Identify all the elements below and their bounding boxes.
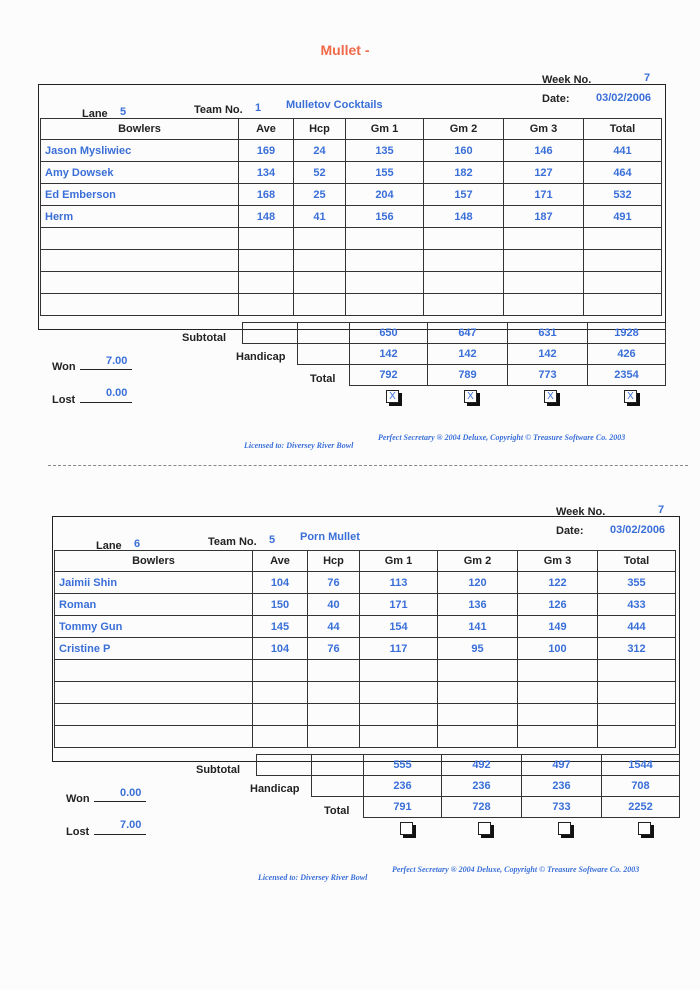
empty-cell — [239, 250, 294, 272]
column-header: Gm 3 — [504, 119, 584, 140]
handicap-gm3: 236 — [522, 776, 602, 797]
bowler-ave: 150 — [253, 594, 308, 616]
bowler-ave: 169 — [239, 140, 294, 162]
empty-cell — [346, 228, 424, 250]
empty-cell — [55, 660, 253, 682]
bowlers-table — [40, 118, 662, 316]
column-header: Total — [598, 551, 676, 572]
spacer-cell — [298, 323, 350, 344]
table-row — [41, 206, 662, 228]
empty-cell — [308, 726, 360, 748]
spacer-cell — [257, 797, 312, 818]
bowlers-table — [54, 550, 676, 748]
bowler-hcp: 44 — [308, 616, 360, 638]
table-row — [55, 594, 676, 616]
empty-cell — [584, 250, 662, 272]
total-gm3: 773 — [508, 365, 588, 386]
date-label: Date: — [556, 525, 584, 537]
empty-cell — [438, 726, 518, 748]
bowler-hcp: 41 — [294, 206, 346, 228]
total-row — [257, 797, 680, 818]
table-row — [41, 294, 662, 316]
empty-cell — [55, 704, 253, 726]
empty-cell — [598, 682, 676, 704]
game-win-checkbox[interactable]: X — [544, 390, 557, 403]
bowler-ave: 104 — [253, 572, 308, 594]
lost-value: 0.00 — [106, 387, 128, 399]
total-gm1: 791 — [364, 797, 442, 818]
subtotal-label: Subtotal — [182, 332, 226, 344]
handicap-total: 708 — [602, 776, 680, 797]
empty-cell — [504, 294, 584, 316]
bowler-hcp: 25 — [294, 184, 346, 206]
bowler-hcp: 40 — [308, 594, 360, 616]
spacer-cell — [243, 365, 298, 386]
copyright-text: Perfect Secretary ® 2004 Deluxe, Copyright © Treasure Software Co. 2003 — [392, 865, 640, 874]
table-row — [55, 682, 676, 704]
empty-cell — [360, 660, 438, 682]
won-underline — [80, 369, 132, 370]
handicap-total: 426 — [588, 344, 666, 365]
bowler-ave: 168 — [239, 184, 294, 206]
table-row — [55, 572, 676, 594]
table-row — [55, 638, 676, 660]
date-value: 03/02/2006 — [596, 92, 652, 104]
table-header-row — [41, 119, 662, 140]
column-header: Hcp — [308, 551, 360, 572]
empty-cell — [308, 660, 360, 682]
bowler-gm1: 155 — [346, 162, 424, 184]
empty-cell — [41, 294, 239, 316]
bowler-total: 444 — [598, 616, 676, 638]
empty-cell — [598, 726, 676, 748]
team-no-label: Team No. — [208, 536, 257, 548]
won-value: 0.00 — [120, 787, 142, 799]
column-header: Gm 1 — [360, 551, 438, 572]
empty-cell — [598, 704, 676, 726]
empty-cell — [41, 228, 239, 250]
subtotal-total: 1928 — [588, 323, 666, 344]
bowler-ave: 104 — [253, 638, 308, 660]
column-header: Gm 2 — [424, 119, 504, 140]
bowler-name: Cristine P — [55, 638, 253, 660]
empty-cell — [346, 250, 424, 272]
bowler-gm2: 141 — [438, 616, 518, 638]
total-gm3: 733 — [522, 797, 602, 818]
bowler-total: 464 — [584, 162, 662, 184]
empty-cell — [518, 704, 598, 726]
lane-label: Lane — [96, 540, 122, 552]
empty-cell — [294, 250, 346, 272]
column-header: Gm 2 — [438, 551, 518, 572]
column-header: Gm 1 — [346, 119, 424, 140]
bowler-gm2: 148 — [424, 206, 504, 228]
empty-cell — [41, 272, 239, 294]
empty-cell — [294, 294, 346, 316]
total-total: 2354 — [588, 365, 666, 386]
empty-cell — [518, 682, 598, 704]
empty-cell — [253, 726, 308, 748]
subtotal-label: Subtotal — [196, 764, 240, 776]
bowler-name: Amy Dowsek — [41, 162, 239, 184]
cut-line-divider — [48, 465, 688, 466]
week-no-value: 7 — [644, 72, 651, 84]
spacer-cell — [243, 323, 298, 344]
lost-label: Lost — [52, 394, 76, 406]
column-header: Total — [584, 119, 662, 140]
score-sheet — [52, 504, 682, 884]
bowler-total: 433 — [598, 594, 676, 616]
column-header: Bowlers — [41, 119, 239, 140]
empty-cell — [239, 294, 294, 316]
empty-cell — [424, 294, 504, 316]
column-header: Ave — [253, 551, 308, 572]
game-win-checkbox[interactable] — [400, 822, 413, 835]
table-row — [55, 660, 676, 682]
empty-cell — [504, 250, 584, 272]
bowler-name: Jason Mysliwiec — [41, 140, 239, 162]
won-label: Won — [66, 793, 90, 805]
empty-cell — [598, 660, 676, 682]
bowler-gm2: 95 — [438, 638, 518, 660]
won-label: Won — [52, 361, 76, 373]
game-win-checkbox[interactable]: X — [464, 390, 477, 403]
bowler-gm3: 149 — [518, 616, 598, 638]
empty-cell — [424, 250, 504, 272]
lost-label: Lost — [66, 826, 90, 838]
won-underline — [94, 801, 146, 802]
bowler-name: Jaimii Shin — [55, 572, 253, 594]
table-row — [55, 704, 676, 726]
team-no-value: 5 — [269, 534, 276, 546]
bowler-gm3: 187 — [504, 206, 584, 228]
handicap-gm2: 236 — [442, 776, 522, 797]
bowler-gm1: 154 — [360, 616, 438, 638]
table-row — [55, 726, 676, 748]
column-header: Gm 3 — [518, 551, 598, 572]
empty-cell — [294, 272, 346, 294]
total-gm2: 789 — [428, 365, 508, 386]
bowler-name: Roman — [55, 594, 253, 616]
bowler-gm1: 135 — [346, 140, 424, 162]
subtotal-gm3: 497 — [522, 755, 602, 776]
empty-cell — [360, 726, 438, 748]
date-value: 03/02/2006 — [610, 524, 666, 536]
total-label: Total — [324, 805, 350, 817]
table-row — [55, 616, 676, 638]
column-header: Ave — [239, 119, 294, 140]
subtotal-gm2: 647 — [428, 323, 508, 344]
lane-label: Lane — [82, 108, 108, 120]
total-gm2: 728 — [442, 797, 522, 818]
empty-cell — [239, 272, 294, 294]
score-sheet — [38, 72, 668, 452]
subtotal-total: 1544 — [602, 755, 680, 776]
subtotal-row — [243, 323, 666, 344]
bowler-total: 532 — [584, 184, 662, 206]
empty-cell — [308, 704, 360, 726]
bowler-gm2: 136 — [438, 594, 518, 616]
lost-value: 7.00 — [120, 819, 142, 831]
total-gm1: 792 — [350, 365, 428, 386]
empty-cell — [504, 228, 584, 250]
subtotal-row — [257, 755, 680, 776]
total-label: Total — [310, 373, 336, 385]
empty-cell — [41, 250, 239, 272]
bowler-hcp: 76 — [308, 572, 360, 594]
empty-cell — [438, 704, 518, 726]
empty-cell — [253, 682, 308, 704]
table-row — [41, 184, 662, 206]
bowler-gm2: 160 — [424, 140, 504, 162]
week-no-label: Week No. — [542, 74, 592, 86]
bowler-hcp: 24 — [294, 140, 346, 162]
empty-cell — [438, 682, 518, 704]
team-no-value: 1 — [255, 102, 262, 114]
empty-cell — [360, 704, 438, 726]
handicap-row — [243, 344, 666, 365]
table-row — [41, 228, 662, 250]
totals-table — [256, 754, 680, 818]
team-name: Porn Mullet — [300, 531, 360, 543]
subtotal-gm3: 631 — [508, 323, 588, 344]
bowler-gm1: 113 — [360, 572, 438, 594]
team-no-label: Team No. — [194, 104, 243, 116]
team-name: Mulletov Cocktails — [286, 99, 383, 111]
empty-cell — [424, 228, 504, 250]
bowler-hcp: 52 — [294, 162, 346, 184]
bowler-gm3: 100 — [518, 638, 598, 660]
license-text: Licensed to: Diversey River Bowl — [244, 441, 354, 450]
game-win-checkbox[interactable] — [558, 822, 571, 835]
empty-cell — [55, 726, 253, 748]
table-header-row — [55, 551, 676, 572]
handicap-row — [257, 776, 680, 797]
empty-cell — [308, 682, 360, 704]
column-header: Hcp — [294, 119, 346, 140]
bowler-gm3: 126 — [518, 594, 598, 616]
lane-value: 5 — [120, 106, 127, 118]
empty-cell — [584, 272, 662, 294]
empty-cell — [239, 228, 294, 250]
empty-cell — [253, 660, 308, 682]
date-label: Date: — [542, 93, 570, 105]
bowler-gm3: 146 — [504, 140, 584, 162]
handicap-gm1: 142 — [350, 344, 428, 365]
bowler-total: 441 — [584, 140, 662, 162]
subtotal-gm1: 650 — [350, 323, 428, 344]
handicap-gm2: 142 — [428, 344, 508, 365]
spacer-cell — [312, 776, 364, 797]
bowler-gm3: 122 — [518, 572, 598, 594]
bowler-total: 355 — [598, 572, 676, 594]
spacer-cell — [298, 344, 350, 365]
empty-cell — [518, 660, 598, 682]
handicap-label: Handicap — [250, 783, 300, 795]
lane-value: 6 — [134, 538, 141, 550]
empty-cell — [584, 294, 662, 316]
subtotal-gm2: 492 — [442, 755, 522, 776]
total-total: 2252 — [602, 797, 680, 818]
empty-cell — [346, 294, 424, 316]
empty-cell — [360, 682, 438, 704]
bowler-gm2: 157 — [424, 184, 504, 206]
table-row — [41, 250, 662, 272]
empty-cell — [346, 272, 424, 294]
empty-cell — [294, 228, 346, 250]
bowler-ave: 148 — [239, 206, 294, 228]
spacer-cell — [257, 755, 312, 776]
empty-cell — [438, 660, 518, 682]
copyright-text: Perfect Secretary ® 2004 Deluxe, Copyright © Treasure Software Co. 2003 — [378, 433, 626, 442]
empty-cell — [584, 228, 662, 250]
bowler-gm1: 171 — [360, 594, 438, 616]
bowler-gm2: 182 — [424, 162, 504, 184]
empty-cell — [518, 726, 598, 748]
bowler-gm3: 171 — [504, 184, 584, 206]
bowler-total: 491 — [584, 206, 662, 228]
empty-cell — [504, 272, 584, 294]
week-no-label: Week No. — [556, 506, 606, 518]
bowler-name: Herm — [41, 206, 239, 228]
game-win-checkbox[interactable]: X — [386, 390, 399, 403]
total-row — [243, 365, 666, 386]
bowler-total: 312 — [598, 638, 676, 660]
totals-table — [242, 322, 666, 386]
lost-underline — [80, 402, 132, 403]
page-title: Mullet - — [320, 42, 370, 58]
spacer-cell — [312, 755, 364, 776]
bowler-gm2: 120 — [438, 572, 518, 594]
bowler-name: Tommy Gun — [55, 616, 253, 638]
bowler-name: Ed Emberson — [41, 184, 239, 206]
lost-underline — [94, 834, 146, 835]
bowler-hcp: 76 — [308, 638, 360, 660]
empty-cell — [55, 682, 253, 704]
bowler-gm1: 156 — [346, 206, 424, 228]
table-row — [41, 272, 662, 294]
won-value: 7.00 — [106, 355, 128, 367]
bowler-ave: 145 — [253, 616, 308, 638]
license-text: Licensed to: Diversey River Bowl — [258, 873, 368, 882]
column-header: Bowlers — [55, 551, 253, 572]
table-row — [41, 140, 662, 162]
handicap-gm1: 236 — [364, 776, 442, 797]
empty-cell — [253, 704, 308, 726]
empty-cell — [424, 272, 504, 294]
handicap-gm3: 142 — [508, 344, 588, 365]
game-win-checkbox[interactable] — [478, 822, 491, 835]
game-win-checkbox[interactable]: X — [624, 390, 637, 403]
bowler-ave: 134 — [239, 162, 294, 184]
game-win-checkbox[interactable] — [638, 822, 651, 835]
bowler-gm3: 127 — [504, 162, 584, 184]
handicap-label: Handicap — [236, 351, 286, 363]
week-no-value: 7 — [658, 504, 665, 516]
bowler-gm1: 117 — [360, 638, 438, 660]
table-row — [41, 162, 662, 184]
subtotal-gm1: 555 — [364, 755, 442, 776]
bowler-gm1: 204 — [346, 184, 424, 206]
